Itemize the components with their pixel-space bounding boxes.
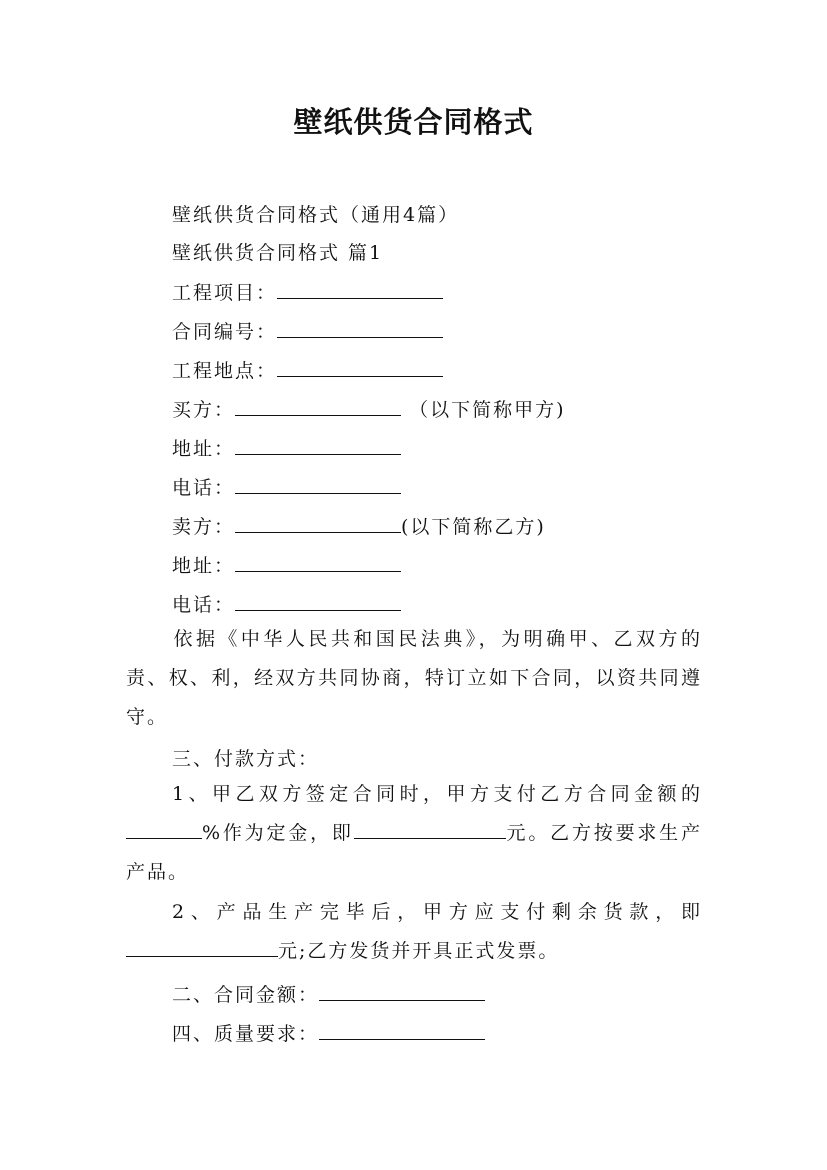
contract-amount-blank[interactable] xyxy=(319,984,485,1001)
contract-number-blank[interactable] xyxy=(277,321,443,338)
seller-field xyxy=(172,512,546,539)
buyer-blank[interactable] xyxy=(235,399,401,416)
project-item-blank[interactable] xyxy=(277,282,443,299)
project-site-label: 工程地点： xyxy=(172,360,278,382)
payment-item-2-text-b: 元;乙方发货并开具正式发票。 xyxy=(278,940,560,962)
seller-note: (以下简称乙方) xyxy=(401,516,546,538)
seller-address-blank[interactable] xyxy=(235,555,401,572)
contract-number-field xyxy=(172,317,443,344)
buyer-phone-field xyxy=(172,473,401,500)
seller-label: 卖方： xyxy=(172,516,236,538)
seller-phone-label: 电话： xyxy=(172,594,236,616)
intro-paragraph xyxy=(126,620,702,737)
buyer-address-blank[interactable] xyxy=(235,438,401,455)
payment-item-2-text-a: 2、产品生产完毕后，甲方应支付剩余货款，即 xyxy=(172,901,702,923)
project-item-field xyxy=(172,278,443,305)
seller-phone-blank[interactable] xyxy=(235,594,401,611)
contract-amount-label: 二、合同金额： xyxy=(172,984,320,1006)
project-item-label: 工程项目： xyxy=(172,282,278,304)
buyer-label: 买方： xyxy=(172,399,236,421)
contract-amount-field xyxy=(172,980,485,1007)
document-title: 壁纸供货合同格式 xyxy=(293,105,534,139)
payment-item-1-text-a: 1、甲乙双方签定合同时，甲方支付乙方合同金额的 xyxy=(172,783,702,805)
buyer-phone-blank[interactable] xyxy=(235,477,401,494)
quality-requirements-blank[interactable] xyxy=(319,1023,485,1040)
project-site-field xyxy=(172,356,443,383)
payment-heading: 三、付款方式： xyxy=(172,748,320,770)
deposit-amount-blank[interactable] xyxy=(354,822,506,839)
seller-address-label: 地址： xyxy=(172,555,236,577)
contract-number-label: 合同编号： xyxy=(172,321,278,343)
remaining-amount-blank[interactable] xyxy=(126,940,278,957)
payment-item-1-text-c: 元。乙方按要求生产产品。 xyxy=(126,822,702,883)
payment-item-2 xyxy=(126,893,702,971)
seller-phone-field xyxy=(172,590,401,617)
project-site-blank[interactable] xyxy=(277,360,443,377)
seller-address-field xyxy=(172,551,401,578)
document-subtitle: 壁纸供货合同格式（通用4篇） xyxy=(172,204,460,226)
payment-item-1 xyxy=(126,775,702,892)
buyer-field xyxy=(172,395,565,422)
quality-requirements-label: 四、质量要求： xyxy=(172,1023,320,1045)
seller-blank[interactable] xyxy=(235,516,401,533)
quality-requirements-field xyxy=(172,1019,485,1046)
buyer-address-label: 地址： xyxy=(172,438,236,460)
deposit-percent-blank[interactable] xyxy=(126,822,202,839)
buyer-phone-label: 电话： xyxy=(172,477,236,499)
payment-item-1-text-b: %作为定金，即 xyxy=(202,822,354,844)
section-heading: 壁纸供货合同格式 篇1 xyxy=(172,242,384,264)
buyer-note: （以下简称甲方) xyxy=(409,399,566,421)
buyer-address-field xyxy=(172,434,401,461)
intro-paragraph-text: 依据《中华人民共和国民法典》，为明确甲、乙双方的责、权、利，经双方共同协商，特订立如下合同，以资共同遵守。 xyxy=(126,628,702,728)
